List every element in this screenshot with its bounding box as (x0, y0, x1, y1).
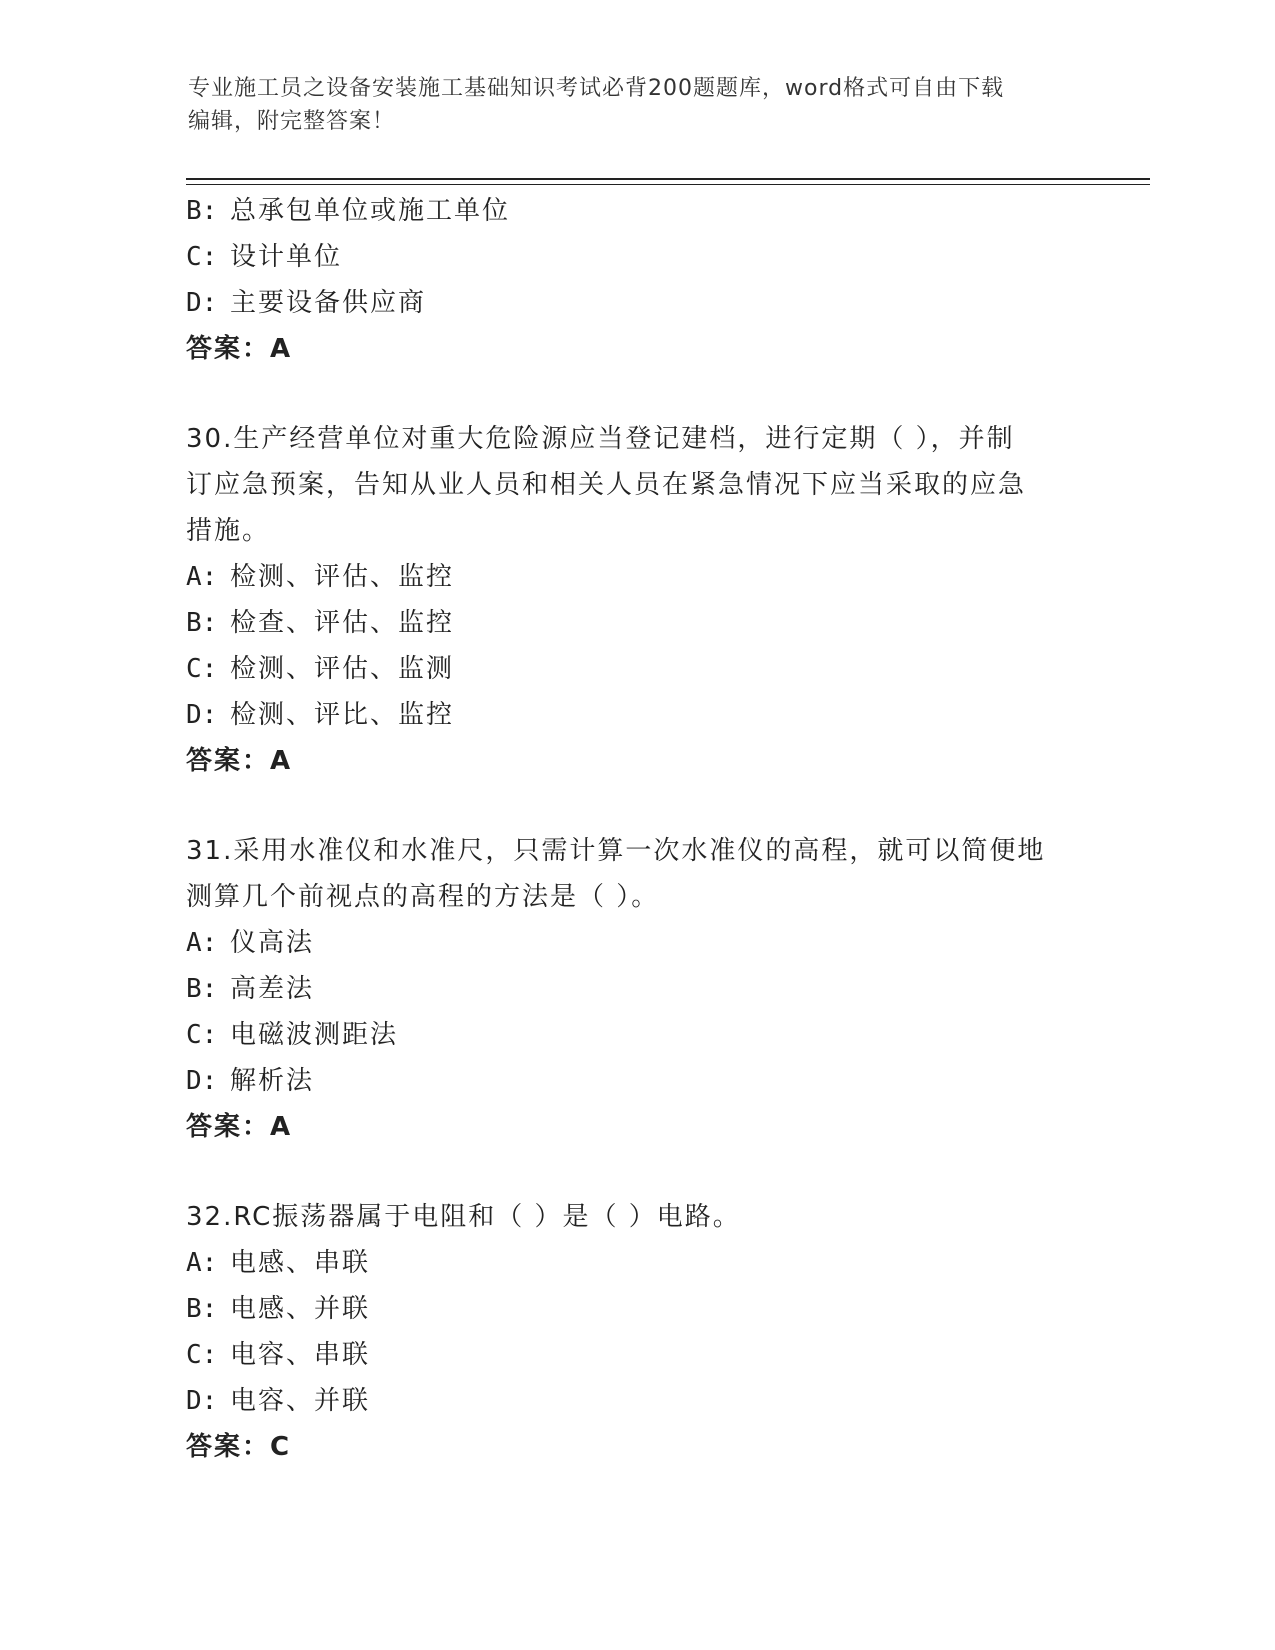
option-d: D: 解析法 (186, 1066, 315, 1096)
answer: 答案：A (186, 746, 293, 776)
header-line-1: 专业施工员之设备安装施工基础知识考试必背200题题库，word格式可自由下载 (188, 76, 1005, 101)
option-c: C: 电磁波测距法 (186, 1020, 399, 1050)
header-rule-thick (186, 178, 1150, 180)
option-a: A: 电感、串联 (186, 1248, 371, 1278)
question-30 (186, 416, 1086, 784)
answer: 答案：A (186, 1112, 293, 1142)
option-a: A: 检测、评估、监控 (186, 562, 455, 592)
question-32 (186, 1194, 1086, 1470)
option-b: B: 检查、评估、监控 (186, 608, 455, 638)
question-stem-line: 32.RC振荡器属于电阻和（ ）是（ ）电路。 (186, 1202, 741, 1232)
option-b: B: 电感、并联 (186, 1294, 371, 1324)
option-d: D: 主要设备供应商 (186, 288, 427, 318)
question-stem-line: 31.采用水准仪和水准尺，只需计算一次水准仪的高程，就可以简便地 (186, 836, 1046, 866)
option-d: D: 检测、评比、监控 (186, 700, 455, 730)
option-c: C: 电容、串联 (186, 1340, 371, 1370)
header-line-2: 编辑，附完整答案！ (188, 109, 396, 134)
question-stem-line: 30.生产经营单位对重大危险源应当登记建档，进行定期（ ），并制 (186, 424, 1015, 454)
option-c: C: 检测、评估、监测 (186, 654, 455, 684)
question-list (186, 188, 1086, 1470)
option-d: D: 电容、并联 (186, 1386, 371, 1416)
answer: 答案：A (186, 334, 293, 364)
question-stem-line: 订应急预案，告知从业人员和相关人员在紧急情况下应当采取的应急 (186, 470, 1027, 500)
option-b: B: 总承包单位或施工单位 (186, 196, 511, 226)
header-rule-thin (186, 184, 1150, 185)
answer: 答案：C (186, 1432, 292, 1462)
option-c: C: 设计单位 (186, 242, 343, 272)
document-header (188, 72, 1068, 138)
question-stem-line: 措施。 (186, 516, 271, 546)
question-31 (186, 828, 1086, 1150)
option-a: A: 仪高法 (186, 928, 315, 958)
question-stem-line: 测算几个前视点的高程的方法是（ ）。 (186, 882, 660, 912)
option-b: B: 高差法 (186, 974, 315, 1004)
question-29-continued (186, 188, 1086, 372)
